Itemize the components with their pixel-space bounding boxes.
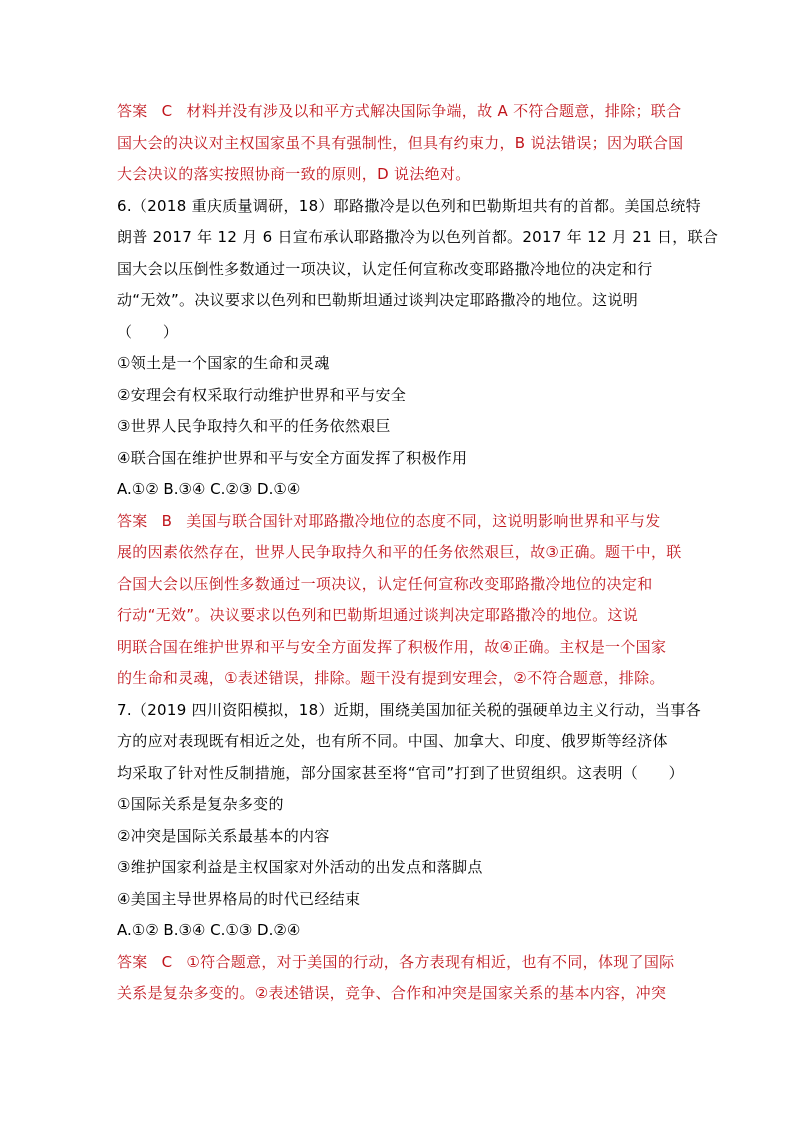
document-page bbox=[117, 96, 719, 1010]
question-7-stem-line-1: 7.（2019 四川资阳模拟，18）近期，围绕美国加征关税的强硬单边主义行动，当事各 bbox=[117, 700, 701, 719]
answer-5-line-2: 国大会的决议对主权国家虽不具有强制性，但具有约束力，B 说法错误；因为联合国 bbox=[117, 133, 684, 152]
answer-5-line-3: 大会决议的落实按照协商一致的原则，D 说法绝对。 bbox=[117, 165, 471, 183]
answer-6-line-3: 合国大会以压倒性多数通过一项决议，认定任何宣称改变耶路撒冷地位的决定和 bbox=[117, 574, 653, 593]
answer-7-line-2: 关系是复杂多变的。②表述错误，竞争、合作和冲突是国家关系的基本内容，冲突 bbox=[117, 984, 667, 1002]
answer-7-block bbox=[117, 947, 681, 1010]
question-6-block bbox=[117, 191, 719, 506]
question-6-stem-line-2: 朗普 2017 年 12 月 6 日宣布承认耶路撒冷为以色列首都。2017 年 12 月 21 日，联合 bbox=[117, 228, 719, 246]
answer-letter: C bbox=[161, 102, 173, 120]
answer-7-line-1 bbox=[117, 947, 681, 979]
question-6-options: A.①② B.③④ C.②③ D.①④ bbox=[117, 480, 301, 498]
answer-label: 答案 bbox=[117, 952, 148, 971]
answer-letter: B bbox=[161, 511, 173, 530]
question-7-options: A.①② B.③④ C.①③ D.②④ bbox=[117, 921, 301, 939]
answer-text: 材料并没有涉及以和平方式解决国际争端，故 A 不符合题意，排除；联合 bbox=[186, 102, 682, 120]
answer-label: 答案 bbox=[117, 102, 148, 120]
question-7-statement-2: ②冲突是国际关系最基本的内容 bbox=[117, 826, 330, 845]
question-6-stem-line-3: 国大会以压倒性多数通过一项决议，认定任何宣称改变耶路撒冷地位的决定和行 bbox=[117, 259, 653, 278]
answer-letter: C bbox=[161, 952, 173, 971]
answer-text: 美国与联合国针对耶路撒冷地位的态度不同，这说明影响世界和平与发 bbox=[186, 511, 661, 530]
question-6-statement-4: ④联合国在维护世界和平与安全方面发挥了积极作用 bbox=[117, 448, 468, 467]
question-6-statement-1: ①领土是一个国家的生命和灵魂 bbox=[117, 354, 330, 372]
answer-6-line-1 bbox=[117, 506, 681, 538]
answer-6-line-5: 明联合国在维护世界和平与安全方面发挥了积极作用，故④正确。主权是一个国家 bbox=[117, 637, 667, 656]
question-6-statement-3: ③世界人民争取持久和平的任务依然艰巨 bbox=[117, 417, 391, 435]
answer-6-line-4: 行动“无效”。决议要求以色列和巴勒斯坦通过谈判决定耶路撒冷的地位。这说 bbox=[117, 606, 639, 624]
question-7-block bbox=[117, 695, 701, 947]
answer-5-block bbox=[117, 96, 684, 191]
answer-text: ①符合题意，对于美国的行动，各方表现有相近，也有不同，体现了国际 bbox=[186, 952, 675, 971]
question-6-statement-2: ②安理会有权采取行动维护世界和平与安全 bbox=[117, 385, 407, 404]
answer-6-line-6: 的生命和灵魂，①表述错误，排除。题干没有提到安理会，②不符合题意，排除。 bbox=[117, 669, 665, 687]
answer-6-block bbox=[117, 506, 681, 695]
question-6-stem-line-1: 6.（2018 重庆质量调研，18）耶路撒冷是以色列和巴勒斯坦共有的首都。美国总统特 bbox=[117, 196, 701, 215]
answer-label: 答案 bbox=[117, 511, 148, 530]
question-7-statement-4: ④美国主导世界格局的时代已经结束 bbox=[117, 889, 361, 908]
question-7-statement-1: ①国际关系是复杂多变的 bbox=[117, 795, 284, 813]
answer-6-line-2: 展的因素依然存在，世界人民争取持久和平的任务依然艰巨，故③正确。题干中，联 bbox=[117, 543, 682, 561]
question-7-stem-line-2: 方的应对表现既有相近之处，也有所不同。中国、加拿大、印度、俄罗斯等经济体 bbox=[117, 732, 668, 750]
question-7-stem-line-3: 均采取了针对性反制措施，部分国家甚至将“官司”打到了世贸组织。这表明（ ） bbox=[117, 763, 684, 782]
question-7-statement-3: ③维护国家利益是主权国家对外活动的出发点和落脚点 bbox=[117, 858, 483, 876]
answer-5-line-1 bbox=[117, 96, 681, 128]
question-6-stem-line-4: 动“无效”。决议要求以色列和巴勒斯坦通过谈判决定耶路撒冷的地位。这说明 bbox=[117, 291, 639, 309]
question-6-stem-line-5: （ ） bbox=[117, 322, 179, 341]
